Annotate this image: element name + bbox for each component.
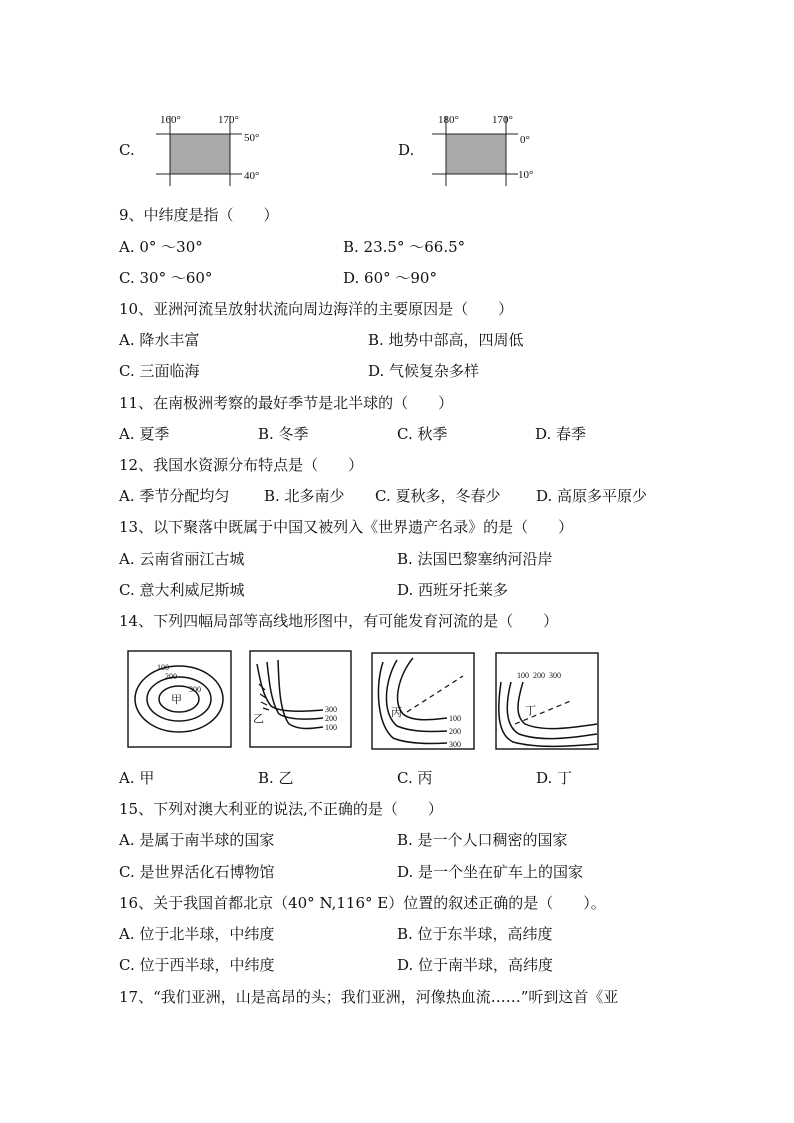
contour-map-name: 丁	[525, 705, 536, 717]
option-c: C. 丙	[397, 769, 433, 787]
q8-d-top-left: 180°	[438, 114, 459, 126]
q8-c-right-bottom: 40°	[244, 170, 260, 182]
q8-d-right-bottom: 10°	[518, 169, 534, 181]
contour-map-name: 甲	[171, 694, 182, 706]
contour-map-jia	[127, 650, 232, 748]
question-stem: 11、在南极洲考察的最好季节是北半球的（ ）	[119, 394, 454, 412]
contour-map-name: 乙	[253, 713, 264, 725]
question-stem: 14、下列四幅局部等高线地形图中，有可能发育河流的是（ ）	[119, 612, 559, 630]
contour-label: 300	[325, 705, 337, 714]
option-c: C. 秋季	[397, 425, 448, 443]
question-stem: 17、“我们亚洲，山是高昂的头；我们亚洲，河像热血流……”听到这首《亚	[119, 988, 619, 1006]
question-stem: 13、以下聚落中既属于中国又被列入《世界遗产名录》的是（ ）	[119, 518, 574, 536]
question-stem: 9、中纬度是指（ ）	[119, 206, 279, 224]
option-b: B. 23.5° ～66.5°	[343, 238, 466, 256]
option-c: C. 夏秋多，冬春少	[375, 487, 501, 505]
question-stem: 16、关于我国首都北京（40° N,116° E）位置的叙述正确的是（ ）。	[119, 894, 606, 912]
option-b: B. 冬季	[258, 425, 309, 443]
option-a: A. 位于北半球，中纬度	[119, 925, 275, 943]
option-c: C. 是世界活化石博物馆	[119, 863, 275, 881]
contour-map-ding	[495, 652, 599, 750]
contour-map-yi	[249, 650, 352, 748]
q8-d-top-right: 170°	[492, 114, 513, 126]
option-d: D. 位于南半球，高纬度	[397, 956, 554, 974]
contour-label: 200	[533, 671, 545, 680]
contour-label: 100	[325, 723, 337, 732]
q8-c-right-top: 50°	[244, 132, 260, 144]
question-stem: 10、亚洲河流呈放射状流向周边海洋的主要原因是（ ）	[119, 300, 514, 318]
q8-c-top-left: 160°	[160, 114, 181, 126]
option-d: D. 60° ～90°	[343, 269, 437, 287]
option-d: D. 丁	[536, 769, 573, 787]
option-b: B. 法国巴黎塞纳河沿岸	[397, 550, 553, 568]
question-stem: 12、我国水资源分布特点是（ ）	[119, 456, 364, 474]
contour-label: 300	[189, 685, 201, 694]
q8-d-right-top: 0°	[520, 134, 530, 146]
contour-label: 100	[517, 671, 529, 680]
option-a: A. 云南省丽江古城	[119, 550, 245, 568]
option-d: D. 高原多平原少	[536, 487, 648, 505]
contour-map-name: 丙	[391, 707, 402, 719]
contour-label: 200	[165, 672, 177, 681]
contour-label: 300	[449, 740, 461, 749]
option-d: D. 是一个坐在矿车上的国家	[397, 863, 584, 881]
option-a: A. 甲	[119, 769, 155, 787]
option-b: B. 地势中部高，四周低	[368, 331, 524, 349]
option-b: B. 北多南少	[264, 487, 345, 505]
option-a: A. 季节分配均匀	[119, 487, 230, 505]
q8-option-d-label: D.	[398, 141, 415, 159]
option-c: C. 三面临海	[119, 362, 200, 380]
question-stem: 15、下列对澳大利亚的说法,不正确的是（ ）	[119, 800, 443, 818]
q8-option-c-label: C.	[119, 141, 135, 159]
contour-label: 200	[449, 727, 461, 736]
option-c: C. 意大利威尼斯城	[119, 581, 245, 599]
option-b: B. 位于东半球，高纬度	[397, 925, 553, 943]
contour-label: 200	[325, 714, 337, 723]
option-d: D. 春季	[535, 425, 587, 443]
option-d: D. 西班牙托莱多	[397, 581, 509, 599]
contour-label: 300	[549, 671, 561, 680]
option-a: A. 0° ～30°	[119, 238, 203, 256]
option-b: B. 乙	[258, 769, 294, 787]
option-b: B. 是一个人口稠密的国家	[397, 831, 568, 849]
option-d: D. 气候复杂多样	[368, 362, 480, 380]
contour-map-bing	[371, 652, 475, 750]
q8-c-top-right: 170°	[218, 114, 239, 126]
option-a: A. 夏季	[119, 425, 170, 443]
option-c: C. 位于西半球，中纬度	[119, 956, 275, 974]
contour-label: 100	[449, 714, 461, 723]
option-c: C. 30° ～60°	[119, 269, 213, 287]
option-a: A. 降水丰富	[119, 331, 200, 349]
option-a: A. 是属于南半球的国家	[119, 831, 275, 849]
contour-label: 100	[157, 663, 169, 672]
